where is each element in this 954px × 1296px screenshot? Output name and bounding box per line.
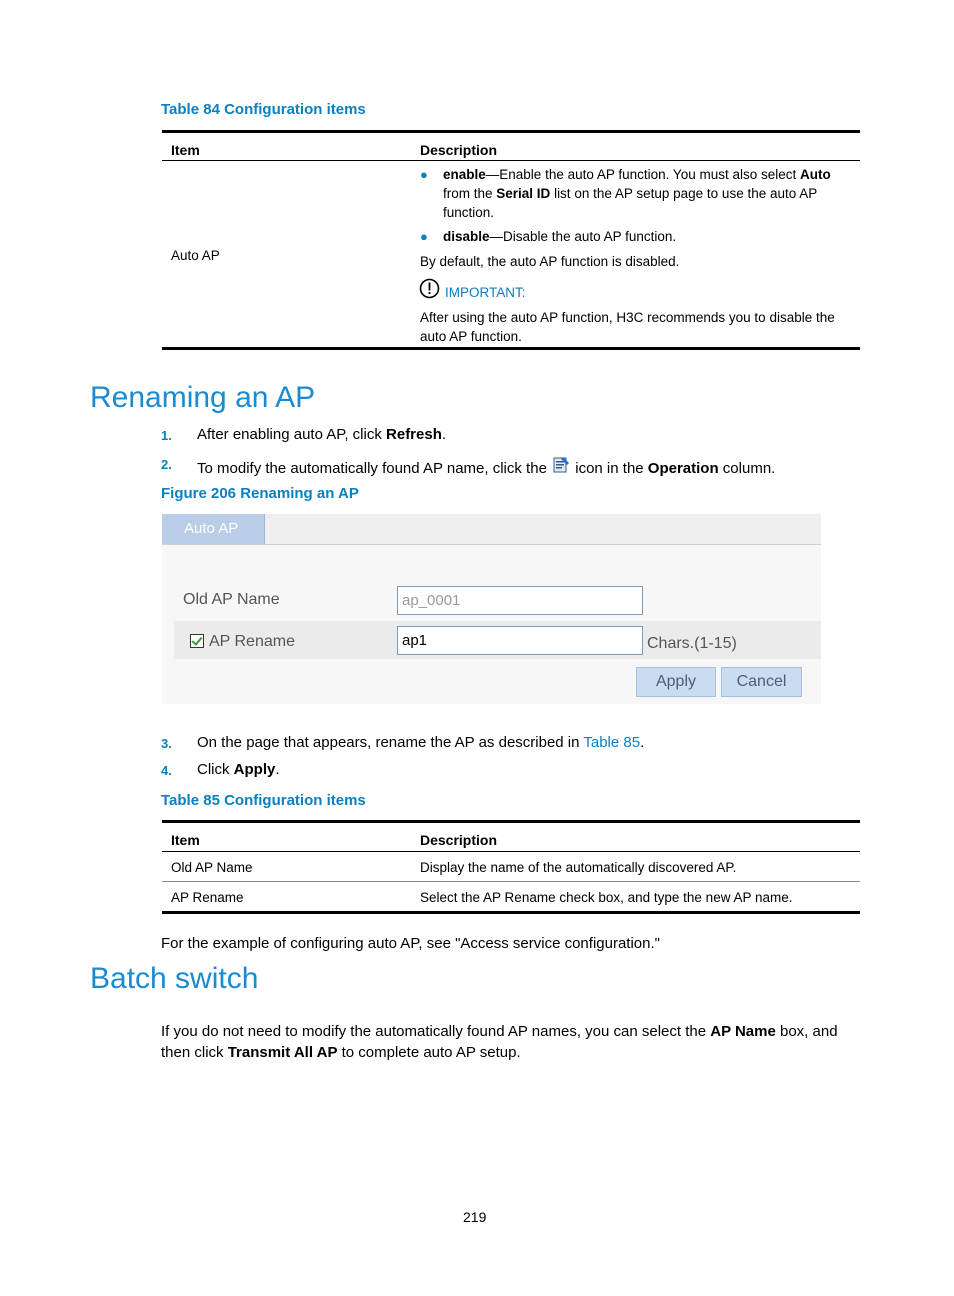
bullet-dot: ●	[420, 229, 428, 244]
ap-rename-checkbox[interactable]	[190, 634, 204, 648]
step3-number: 3.	[161, 736, 172, 751]
chars-hint: Chars.(1-15)	[647, 635, 737, 652]
table85-row1-item: Old AP Name	[171, 860, 253, 875]
batch-para-c: then click	[161, 1044, 228, 1061]
batch-para-line1	[161, 1023, 838, 1040]
old-ap-name-label: Old AP Name	[183, 591, 280, 608]
table85-row1-desc: Display the name of the automatically discovered AP.	[420, 860, 737, 875]
step4-text-a: Click	[197, 761, 234, 778]
step3-text-a: On the page that appears, rename the AP as described in	[197, 734, 584, 751]
edit-operation-icon	[551, 455, 571, 473]
bullet1-text-b: from the	[443, 186, 497, 201]
batch-para-bold-a: AP Name	[710, 1023, 776, 1040]
default-note: By default, the auto AP function is disabled.	[420, 254, 680, 269]
step2-text-a: To modify the automatically found AP name, click the	[197, 460, 552, 477]
bullet2-text: —Disable the auto AP function.	[489, 229, 677, 244]
batch-para-d: to complete auto AP setup.	[337, 1044, 521, 1061]
apply-button[interactable]: Apply	[636, 667, 716, 697]
batch-para-line2	[161, 1044, 521, 1061]
tab-auto-ap[interactable]	[162, 514, 265, 544]
step2-text	[197, 455, 775, 477]
batch-para-bold-b: Transmit All AP	[227, 1044, 338, 1061]
figure-auto-ap-panel	[162, 514, 821, 704]
table85-row2-item: AP Rename	[171, 890, 244, 905]
step1-number: 1.	[161, 428, 172, 443]
section-title-batch-switch: Batch switch	[90, 962, 259, 995]
important-icon	[419, 278, 439, 298]
table84-header-desc: Description	[420, 142, 498, 158]
step1-text	[197, 426, 446, 443]
table85-link[interactable]: Table 85	[583, 734, 641, 751]
table84-header-item: Item	[171, 142, 200, 158]
step1-text-a: After enabling auto AP, click	[197, 426, 387, 443]
table85-header-item: Item	[171, 832, 200, 848]
table85-top-rule	[162, 820, 860, 823]
step2-text-b: icon in the	[571, 460, 648, 477]
step2-end: column.	[718, 460, 776, 477]
table84-bottom-rule	[162, 347, 860, 350]
table85-header-rule	[162, 851, 860, 852]
ap-rename-input[interactable]	[397, 626, 643, 655]
bullet2-line	[443, 229, 676, 244]
table85-row-divider	[162, 881, 860, 882]
table84-caption: Table 84 Configuration items	[161, 101, 366, 118]
step4-bold: Apply	[233, 761, 276, 778]
step3-end: .	[640, 734, 645, 751]
cancel-button[interactable]: Cancel	[721, 667, 802, 697]
step4-text	[197, 761, 280, 778]
old-ap-name-field	[397, 586, 643, 615]
ap-rename-label: AP Rename	[209, 633, 295, 650]
table84-top-rule	[162, 130, 860, 133]
bullet1-term: enable	[443, 167, 486, 182]
step3-text	[197, 734, 644, 751]
important-label: IMPORTANT:	[445, 285, 526, 300]
bullet1-line2	[443, 186, 817, 201]
step2-number: 2.	[161, 457, 172, 472]
bullet1-line1	[443, 167, 831, 182]
bullet1-bold-a: Auto	[800, 167, 831, 182]
page-number: 219	[463, 1209, 487, 1225]
bullet1-line3: function.	[443, 205, 495, 220]
table84-header-rule	[162, 160, 860, 161]
table85-header-desc: Description	[420, 832, 498, 848]
example-reference: For the example of configuring auto AP, see "Access service configuration."	[161, 935, 660, 952]
batch-para-b: box, and	[775, 1023, 838, 1040]
section-title-renaming: Renaming an AP	[90, 381, 316, 414]
important-text-1: After using the auto AP function, H3C recommends you to disable the	[420, 310, 835, 325]
important-text-2: auto AP function.	[420, 329, 522, 344]
tab-auto-ap-label: Auto AP	[184, 520, 239, 537]
table85-row2-desc: Select the AP Rename check box, and type the new AP name.	[420, 890, 793, 905]
step2-bold: Operation	[647, 460, 719, 477]
batch-para-a: If you do not need to modify the automatically found AP names, you can select the	[161, 1023, 711, 1040]
table85-bottom-rule	[162, 911, 860, 914]
step4-end: .	[275, 761, 280, 778]
step4-number: 4.	[161, 763, 172, 778]
bullet2-term: disable	[443, 229, 490, 244]
table85-caption: Table 85 Configuration items	[161, 792, 366, 809]
table84-row-item: Auto AP	[171, 248, 220, 263]
bullet-dot: ●	[420, 167, 428, 182]
bullet1-text-a: —Enable the auto AP function. You must also select	[485, 167, 800, 182]
bullet1-text-c: list on the AP setup page to use the auto AP	[550, 186, 818, 201]
step1-bold: Refresh	[386, 426, 442, 443]
figure206-caption: Figure 206 Renaming an AP	[161, 485, 359, 502]
bullet1-bold-b: Serial ID	[496, 186, 551, 201]
step1-end: .	[441, 426, 447, 443]
